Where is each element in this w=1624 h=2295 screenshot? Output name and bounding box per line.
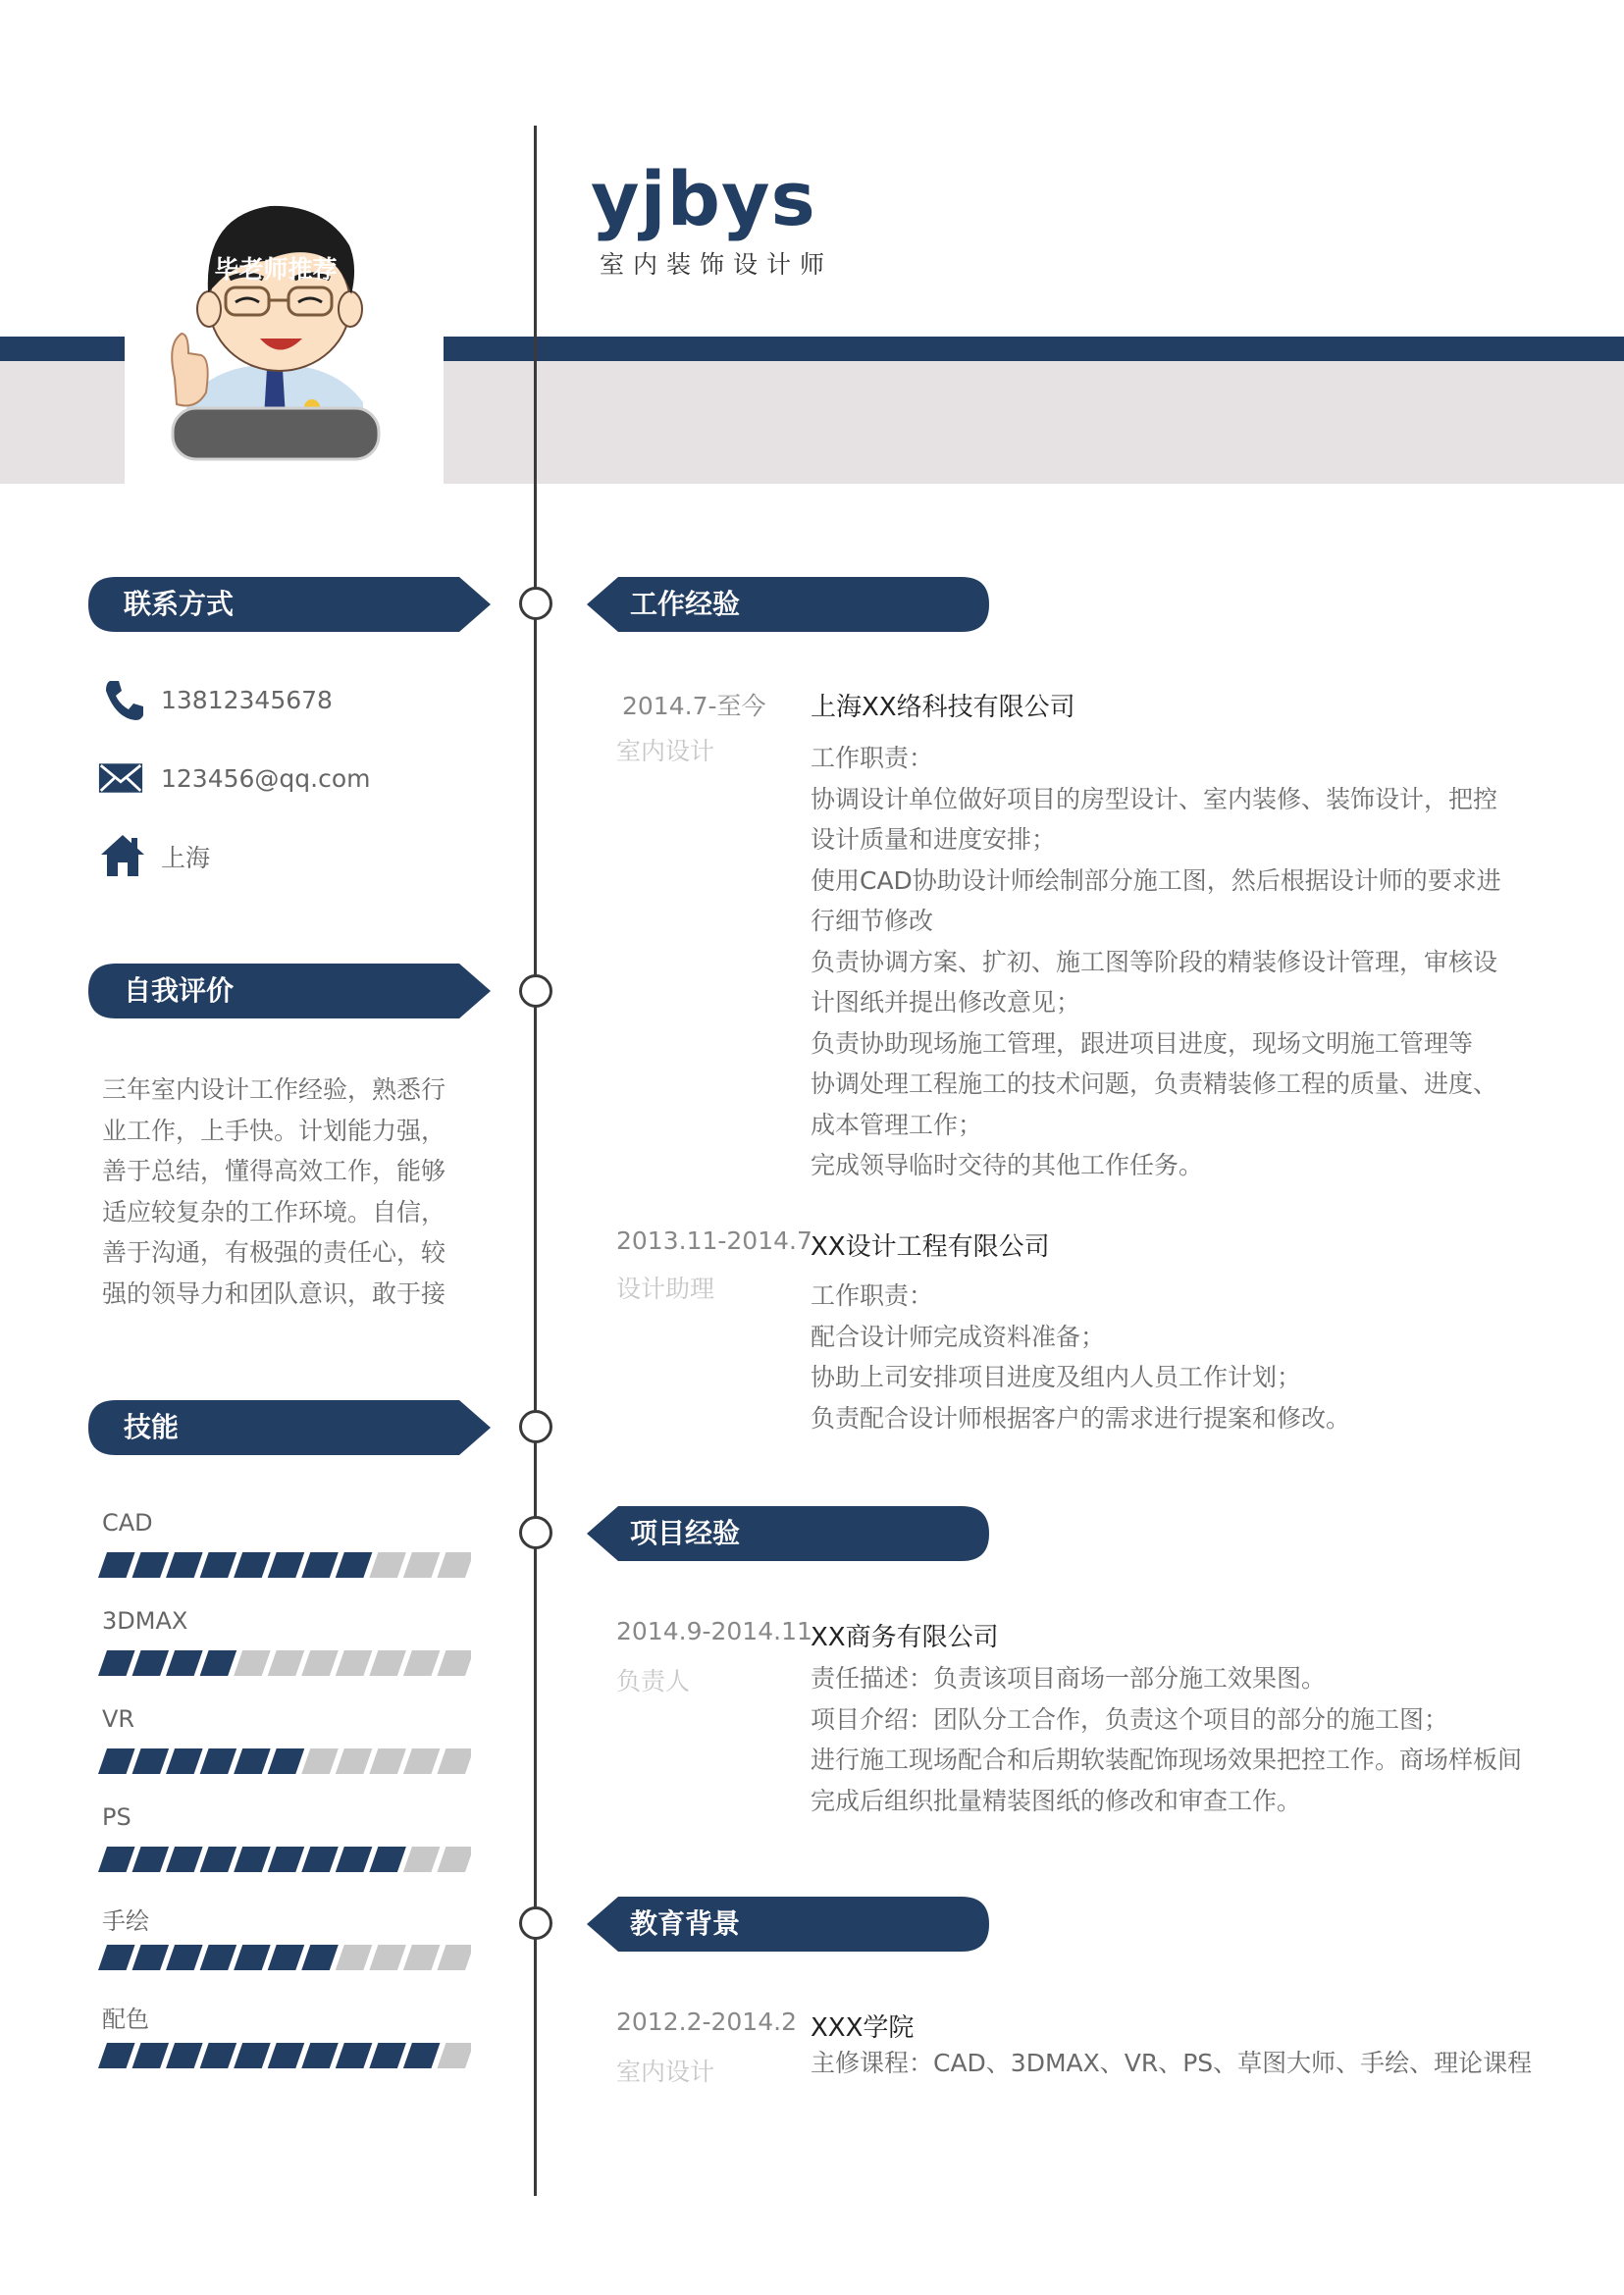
skill-segment-filled [98, 1847, 135, 1872]
skill-segment-filled [234, 2043, 271, 2068]
skill-segment-empty [403, 1945, 441, 1970]
entry-role: 室内设计 [616, 2058, 715, 2086]
entry-company: XX设计工程有限公司 [811, 1232, 1050, 1262]
timeline-node [519, 974, 552, 1008]
skill-segment-filled [200, 1552, 237, 1578]
self-eval-line: 强的领导力和团队意识，敢于接 [102, 1278, 446, 1308]
skill-segment-filled [98, 1748, 135, 1774]
skill-segment-filled [268, 1847, 305, 1872]
mail-icon [98, 756, 143, 801]
description-line: 成本管理工作； [811, 1110, 983, 1139]
skill-segment-filled [98, 1945, 135, 1970]
description-line: 责任描述：负责该项目商场一部分施工效果图。 [811, 1664, 1327, 1693]
description-line: 协助上司安排项目进度及组内人员工作计划； [811, 1363, 1302, 1391]
skill-segment-empty [437, 1945, 471, 1970]
skill-segment-empty [403, 1552, 441, 1578]
skills-section-title: 技能 [124, 1411, 180, 1443]
skill-segment-filled [234, 1748, 271, 1774]
location: 上海 [161, 844, 211, 872]
description-line: 负责协调方案、扩初、施工图等阶段的精装修设计管理，审核设 [811, 947, 1498, 976]
entry-company: XX商务有限公司 [811, 1623, 999, 1652]
timeline-node [519, 587, 552, 620]
skill-name: VR [102, 1705, 135, 1733]
skill-segment-filled [132, 1650, 170, 1676]
skill-segment-filled [166, 2043, 203, 2068]
description-line: 负责协助现场施工管理，跟进项目进度，现场文明施工管理等 [811, 1028, 1474, 1058]
entry-date: 2013.11-2014.7 [616, 1226, 812, 1255]
skill-segment-filled [234, 1847, 271, 1872]
skill-segment-filled [403, 2043, 441, 2068]
education-section-title: 教育背景 [630, 1907, 741, 1940]
entry-role: 负责人 [616, 1667, 691, 1695]
entry-company: XXX学院 [811, 2013, 915, 2043]
skill-name: 手绘 [102, 1907, 149, 1935]
home-icon [100, 832, 145, 877]
skill-segment-filled [369, 2043, 406, 2068]
timeline-line [534, 126, 537, 2196]
description-line: 协调处理工程施工的技术问题，负责精装修工程的质量、进度、 [811, 1069, 1498, 1098]
description-line: 计图纸并提出修改意见； [811, 988, 1081, 1017]
description-line: 设计质量和进度安排； [811, 825, 1057, 854]
skill-segment-empty [369, 1552, 406, 1578]
skill-segment-filled [268, 2043, 305, 2068]
skill-segment-empty [336, 1748, 373, 1774]
job-title: 室内装饰设计师 [600, 250, 834, 279]
skill-segment-filled [166, 1650, 203, 1676]
skill-segment-filled [301, 2043, 339, 2068]
skill-segment-filled [166, 1748, 203, 1774]
skill-name: CAD [102, 1509, 153, 1537]
skill-segment-filled [200, 1945, 237, 1970]
skill-segment-filled [234, 1945, 271, 1970]
contact-section-title: 联系方式 [124, 588, 235, 620]
skill-segment-empty [403, 1847, 441, 1872]
skill-segment-filled [301, 1552, 339, 1578]
skill-segment-empty [369, 1650, 406, 1676]
description-line: 协调设计单位做好项目的房型设计、室内装修、装饰设计，把控 [811, 784, 1498, 813]
avatar-badge: 毕老师推荐 [214, 255, 338, 284]
skill-segment-filled [336, 1847, 373, 1872]
entry-company: 上海XX络科技有限公司 [811, 693, 1075, 722]
skill-segment-empty [437, 1650, 471, 1676]
skill-segment-filled [268, 1748, 305, 1774]
skill-bar-cad [98, 1552, 471, 1578]
skill-bar-vr [98, 1748, 471, 1774]
skill-segment-empty [369, 1748, 406, 1774]
skill-bar-handdrawing [98, 1945, 471, 1970]
skill-segment-filled [268, 1552, 305, 1578]
skill-segment-empty [301, 1748, 339, 1774]
skill-segment-empty [301, 1650, 339, 1676]
self-eval-line: 适应较复杂的工作环境。自信， [102, 1197, 446, 1226]
header-gray-band-right [444, 361, 1624, 484]
skill-segment-empty [403, 1650, 441, 1676]
entry-description [811, 1658, 1537, 1821]
skill-segment-filled [132, 2043, 170, 2068]
entry-description [811, 1276, 1537, 1438]
description-line: 行细节修改 [811, 907, 934, 935]
skill-segment-filled [132, 1945, 170, 1970]
description-line: 项目介绍：团队分工合作，负责这个项目的部分的施工图； [811, 1704, 1449, 1734]
skill-bar-ps [98, 1847, 471, 1872]
phone-number: 13812345678 [161, 686, 333, 714]
description-line: 配合设计师完成资料准备； [811, 1322, 1106, 1351]
phone-icon [102, 677, 147, 722]
skill-name: PS [102, 1803, 131, 1831]
header-gray-band-left [0, 361, 125, 484]
work-section-title: 工作经验 [630, 588, 741, 620]
description-line: 负责配合设计师根据客户的需求进行提案和修改。 [811, 1403, 1351, 1433]
skill-segment-empty [234, 1650, 271, 1676]
skill-segment-filled [301, 1945, 339, 1970]
self-eval-section-title: 自我评价 [124, 974, 235, 1007]
skill-name: 配色 [102, 2006, 149, 2033]
skill-segment-filled [268, 1945, 305, 1970]
self-eval-line: 善于沟通，有极强的责任心，较 [102, 1238, 446, 1267]
self-eval-line: 善于总结，懂得高效工作，能够 [102, 1157, 446, 1185]
timeline-node [519, 1516, 552, 1549]
skill-segment-filled [98, 2043, 135, 2068]
skill-segment-empty [437, 1748, 471, 1774]
skill-segment-filled [132, 1748, 170, 1774]
avatar [157, 177, 393, 461]
candidate-name: yjbys [591, 155, 816, 242]
description-line: 完成领导临时交待的其他工作任务。 [811, 1151, 1204, 1179]
skill-segment-filled [98, 1650, 135, 1676]
header-band-right [444, 337, 1624, 361]
skill-segment-filled [336, 2043, 373, 2068]
self-eval-line: 三年室内设计工作经验，熟悉行 [102, 1075, 446, 1104]
entry-date: 2012.2-2014.2 [616, 2008, 797, 2036]
description-line: 使用CAD协助设计师绘制部分施工图，然后根据设计师的要求进 [811, 865, 1501, 895]
skill-segment-empty [437, 1552, 471, 1578]
entry-role: 室内设计 [616, 737, 715, 765]
skill-segment-filled [301, 1847, 339, 1872]
skill-segment-filled [200, 1650, 237, 1676]
skill-segment-filled [234, 1552, 271, 1578]
description-line: 进行施工现场配合和后期软装配饰现场效果把控工作。商场样板间 [811, 1746, 1523, 1774]
self-evaluation-text [102, 1069, 465, 1314]
entry-date: 2014.7-至今 [622, 692, 766, 720]
email-address: 123456@qq.com [161, 764, 371, 793]
skill-segment-filled [200, 2043, 237, 2068]
skill-segment-filled [166, 1945, 203, 1970]
skill-segment-empty [369, 1945, 406, 1970]
entry-role: 设计助理 [616, 1275, 715, 1303]
skill-segment-empty [437, 2043, 471, 2068]
skill-segment-filled [98, 1552, 135, 1578]
entry-description [811, 738, 1537, 1186]
skill-segment-empty [403, 1748, 441, 1774]
skill-segment-filled [166, 1847, 203, 1872]
skill-segment-filled [200, 1748, 237, 1774]
skill-segment-filled [369, 1847, 406, 1872]
skill-segment-empty [268, 1650, 305, 1676]
description-line: 主修课程：CAD、3DMAX、VR、PS、草图大师、手绘、理论课程 [811, 2049, 1533, 2077]
timeline-node [519, 1410, 552, 1443]
timeline-node [519, 1906, 552, 1940]
project-section-title: 项目经验 [630, 1517, 741, 1549]
skill-bar-color [98, 2043, 471, 2068]
skill-name: 3DMAX [102, 1607, 188, 1635]
skill-bar-3dmax [98, 1650, 471, 1676]
skill-segment-filled [200, 1847, 237, 1872]
skill-segment-filled [132, 1552, 170, 1578]
description-line: 工作职责： [811, 744, 934, 772]
description-line: 完成后组织批量精装图纸的修改和审查工作。 [811, 1786, 1302, 1815]
skill-segment-empty [437, 1847, 471, 1872]
entry-description [811, 2043, 1537, 2084]
description-line: 工作职责： [811, 1281, 934, 1310]
skill-segment-empty [336, 1945, 373, 1970]
header-band-left [0, 337, 125, 361]
skill-segment-filled [132, 1847, 170, 1872]
skill-segment-empty [336, 1650, 373, 1676]
entry-date: 2014.9-2014.11 [616, 1617, 812, 1645]
self-eval-line: 业工作，上手快。计划能力强， [102, 1116, 446, 1145]
skill-segment-filled [166, 1552, 203, 1578]
skill-segment-filled [336, 1552, 373, 1578]
